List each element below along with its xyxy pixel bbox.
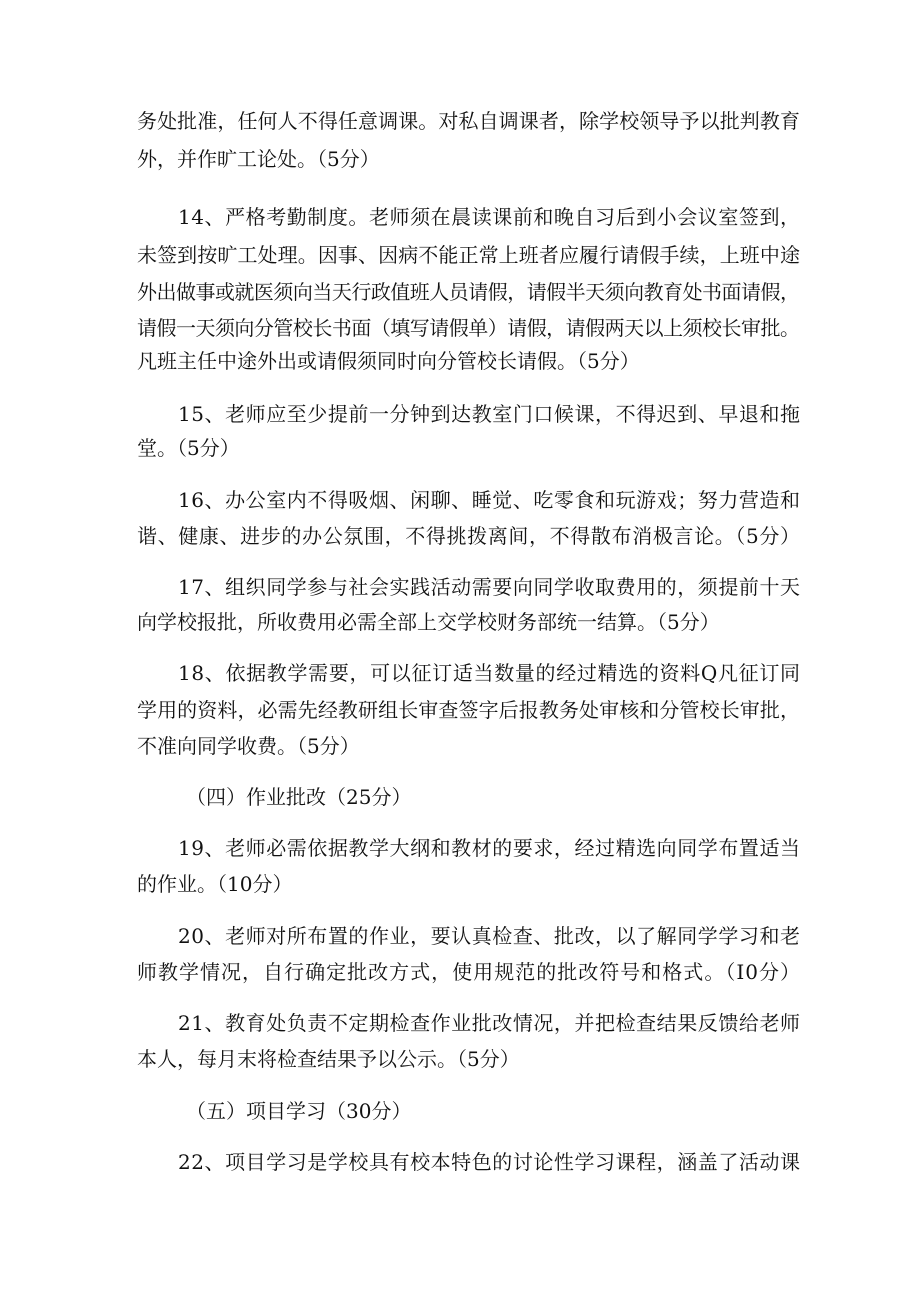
- section-heading: （四）作业批改（25分）: [186, 785, 412, 809]
- text-line: 师教学情况，自行确定批改方式，使用规范的批改符号和格式。（I0分）: [137, 960, 802, 984]
- text-line: 的作业。（10分）: [137, 872, 293, 896]
- text-line: 学用的资料，必需先经教研组长审查签字后报教务处审核和分管校长审批，: [137, 698, 801, 722]
- paragraph-first-line: 20、老师对所布置的作业，要认真检查、批改，以了解同学学习和老: [178, 924, 801, 948]
- text-line: 外，并作旷工论处。（5分）: [137, 147, 380, 171]
- text-line: 请假一天须向分管校长书面（填写请假单）请假，请假两天以上须校长审批。: [137, 316, 800, 340]
- text-line: 务处批准，任何人不得任意调课。对私自调课者，除学校领导予以批判教育: [137, 109, 801, 133]
- paragraph-first-line: 22、项目学习是学校具有校本特色的讨论性学习课程，涵盖了活动课: [178, 1150, 801, 1174]
- text-line: 凡班主任中途外出或请假须同时向分管校长请假。（5分）: [137, 349, 640, 373]
- paragraph-first-line: 19、老师必需依据教学大纲和教材的要求，经过精选向同学布置适当: [178, 836, 801, 860]
- paragraph-first-line: 17、组织同学参与社会实践活动需要向同学收取费用的，须提前十天: [178, 575, 801, 599]
- text-line: 堂。（5分）: [137, 436, 240, 460]
- text-line: 本人，每月末将检查结果予以公示。（5分）: [137, 1047, 520, 1071]
- paragraph-first-line: 21、教育处负责不定期检查作业批改情况，并把检查结果反馈给老师: [178, 1011, 801, 1035]
- text-line: 谐、健康、进步的办公氛围，不得挑拨离间，不得散布消极言论。（5分）: [137, 524, 801, 548]
- paragraph-first-line: 18、依据教学需要，可以征订适当数量的经过精选的资料Q凡征订同: [178, 661, 801, 685]
- section-heading: （五）项目学习（30分）: [186, 1099, 412, 1123]
- paragraph-first-line: 16、办公室内不得吸烟、闲聊、睡觉、吃零食和玩游戏；努力营造和: [178, 488, 801, 512]
- paragraph-first-line: 14、严格考勤制度。老师须在晨读课前和晚自习后到小会议室签到，: [178, 205, 801, 229]
- text-line: 外出做事或就医须向当天行政值班人员请假，请假半天须向教育处书面请假，: [137, 280, 800, 304]
- text-line: 向学校报批，所收费用必需全部上交学校财务部统一结算。（5分）: [137, 610, 720, 634]
- text-line: 不准向同学收费。（5分）: [137, 734, 360, 758]
- paragraph-first-line: 15、老师应至少提前一分钟到达教室门口候课，不得迟到、早退和拖: [178, 402, 801, 426]
- text-line: 未签到按旷工处理。因事、因病不能正常上班者应履行请假手续，上班中途: [137, 243, 801, 267]
